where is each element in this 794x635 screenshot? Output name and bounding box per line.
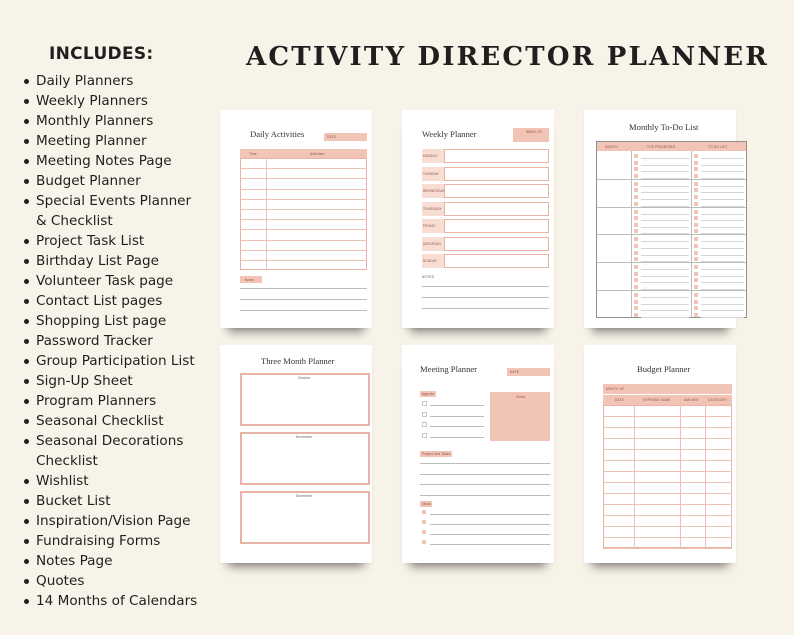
meeting-idea-bullet	[422, 510, 426, 514]
monthly-col-month: MONTH	[605, 145, 618, 149]
monthly-checkbox	[634, 202, 638, 206]
monthly-checkbox	[694, 257, 698, 261]
budget-row	[603, 471, 732, 472]
includes-heading: INCLUDES:	[49, 44, 154, 64]
includes-item: & Checklist	[36, 213, 113, 229]
monthly-checkbox	[694, 202, 698, 206]
weekly-day-label: WEDNESDAY	[423, 189, 446, 193]
monthly-checkbox	[634, 251, 638, 255]
includes-item: 14 Months of Calendars	[22, 591, 222, 611]
monthly-checkbox	[634, 174, 638, 178]
includes-item: Password Tracker	[22, 331, 222, 351]
monthly-checkbox	[694, 237, 698, 241]
monthly-checkbox	[694, 244, 698, 248]
three-month-planner-page	[220, 345, 372, 563]
monthly-line	[641, 310, 689, 311]
monthly-row-divider	[597, 234, 746, 235]
monthly-line	[641, 171, 689, 172]
weekly-day-box	[444, 167, 549, 181]
budget-row	[603, 526, 732, 527]
monthly-line	[701, 269, 744, 270]
budget-row	[603, 482, 732, 483]
three-month-title: Three Month Planner	[261, 356, 335, 366]
weekly-day-label: FRIDAY	[423, 224, 436, 228]
monthly-line	[641, 317, 689, 318]
monthly-line	[701, 255, 744, 256]
weekly-notes-line	[422, 286, 549, 287]
budget-row	[603, 493, 732, 494]
monthly-line	[641, 248, 689, 249]
includes-list	[22, 71, 222, 611]
monthly-checkbox	[634, 278, 638, 282]
includes-item: Seasonal Checklist	[22, 411, 222, 431]
monthly-checkbox	[694, 161, 698, 165]
monthly-checkbox	[694, 216, 698, 220]
monthly-line	[641, 241, 689, 242]
monthly-line	[641, 297, 689, 298]
monthly-line	[641, 220, 689, 221]
monthly-checkbox	[634, 182, 638, 186]
daily-date-label: DATE	[327, 135, 337, 139]
monthly-checkbox	[634, 272, 638, 276]
includes-item: Sign-Up Sheet	[22, 371, 222, 391]
monthly-line	[641, 276, 689, 277]
includes-item: Checklist	[36, 453, 98, 469]
monthly-line	[641, 186, 689, 187]
includes-item: Seasonal Decorations	[22, 431, 222, 451]
monthly-checkbox	[694, 265, 698, 269]
budget-row	[603, 449, 732, 450]
meeting-agenda-line	[430, 416, 484, 417]
monthly-line	[641, 214, 689, 215]
daily-col-activities: Activities	[310, 152, 325, 156]
daily-table-row	[240, 168, 367, 169]
monthly-line	[701, 220, 744, 221]
weekly-notes-label: NOTES	[422, 275, 434, 279]
meeting-agenda-checkbox	[422, 412, 427, 417]
daily-table-row	[240, 229, 367, 230]
monthly-line	[701, 192, 744, 193]
monthly-todo-table	[596, 141, 747, 318]
monthly-line	[641, 227, 689, 228]
daily-notes-line	[240, 310, 367, 311]
includes-item: Meeting Planner	[22, 131, 222, 151]
weekly-notes-line	[422, 297, 549, 298]
monthly-checkbox	[694, 272, 698, 276]
weekly-day-label: SUNDAY	[423, 259, 438, 263]
monthly-row-divider	[597, 179, 746, 180]
monthly-line	[641, 199, 689, 200]
weekly-planner-page	[402, 110, 554, 328]
weekly-day-box	[444, 184, 549, 198]
weekly-day-label: SATURDAY	[423, 241, 442, 246]
weekly-day-box	[444, 254, 549, 268]
meeting-idea-bullet	[422, 540, 426, 544]
monthly-checkbox	[634, 167, 638, 171]
month-label-2: November	[296, 435, 313, 439]
budget-row	[603, 548, 732, 549]
daily-table-frame	[240, 158, 367, 270]
weekly-day-box	[444, 202, 549, 216]
monthly-col-todo: TO DO LIST	[708, 145, 728, 149]
monthly-line	[701, 186, 744, 187]
meeting-agenda-line	[430, 437, 484, 438]
monthly-line	[641, 192, 689, 193]
monthly-checkbox	[694, 313, 698, 317]
daily-table-row	[240, 219, 367, 220]
meeting-idea-line	[430, 544, 550, 545]
daily-table-divider	[266, 158, 267, 270]
monthly-checkbox	[634, 306, 638, 310]
daily-notes-line	[240, 299, 367, 300]
meeting-projects-label: Project and Tasks	[422, 452, 451, 456]
meeting-idea-bullet	[422, 520, 426, 524]
monthly-checkbox	[694, 210, 698, 214]
includes-item: Wishlist	[22, 471, 222, 491]
daily-table-row	[240, 240, 367, 241]
weekly-day-box	[444, 219, 549, 233]
monthly-checkbox	[634, 154, 638, 158]
monthly-line	[641, 255, 689, 256]
monthly-checkbox	[634, 210, 638, 214]
meeting-date-label: DATE	[510, 370, 520, 374]
page-title: ACTIVITY DIRECTOR PLANNER	[246, 42, 770, 72]
includes-item: Budget Planner	[22, 171, 222, 191]
meeting-agenda-checkbox	[422, 422, 427, 427]
monthly-line	[641, 158, 689, 159]
daily-notes-label: Notes	[245, 278, 255, 282]
weekly-title: Weekly Planner	[422, 129, 477, 139]
meeting-idea-line	[430, 534, 550, 535]
monthly-checkbox	[694, 306, 698, 310]
monthly-checkbox	[634, 257, 638, 261]
monthly-checkbox	[694, 285, 698, 289]
monthly-row-divider	[597, 290, 746, 291]
monthly-checkbox	[634, 229, 638, 233]
meeting-idea-bullet	[422, 530, 426, 534]
includes-item: Volunteer Task page	[22, 271, 222, 291]
monthly-line	[641, 165, 689, 166]
daily-table-row	[240, 209, 367, 210]
monthly-checkbox	[694, 229, 698, 233]
monthly-checkbox	[634, 313, 638, 317]
monthly-checkbox	[694, 154, 698, 158]
monthly-checkbox	[634, 244, 638, 248]
monthly-checkbox	[694, 223, 698, 227]
includes-item: Monthly Planners	[22, 111, 222, 131]
monthly-checkbox	[634, 216, 638, 220]
meeting-agenda-checkbox	[422, 433, 427, 438]
weekly-day-label: MONDAY	[423, 154, 438, 158]
monthly-checkbox	[694, 174, 698, 178]
monthly-checkbox	[694, 251, 698, 255]
monthly-checkbox	[634, 188, 638, 192]
includes-item: Daily Planners	[22, 71, 222, 91]
meeting-agenda-line	[430, 405, 484, 406]
meeting-idea-line	[430, 514, 550, 515]
daily-table-row	[240, 178, 367, 179]
daily-table-row	[240, 260, 367, 261]
includes-item: Project Task List	[22, 231, 222, 251]
budget-row	[603, 537, 732, 538]
budget-row	[603, 460, 732, 461]
includes-item: Special Events Planner	[22, 191, 222, 211]
budget-col-category: CATEGORY	[708, 398, 728, 402]
includes-item: Inspiration/Vision Page	[22, 511, 222, 531]
budget-planner-page	[584, 345, 736, 563]
meeting-ideas-label: Ideas	[422, 502, 431, 506]
daily-table-row	[240, 189, 367, 190]
meeting-agenda-checkbox	[422, 401, 427, 406]
monthly-line	[701, 317, 744, 318]
monthly-line	[701, 199, 744, 200]
budget-row	[603, 438, 732, 439]
monthly-checkbox	[694, 182, 698, 186]
daily-title: Daily Activities	[250, 129, 305, 139]
daily-activities-page	[220, 110, 372, 328]
daily-col-time: Time	[249, 152, 257, 156]
monthly-todo-page	[584, 110, 736, 328]
monthly-checkbox	[634, 161, 638, 165]
includes-item: Fundraising Forms	[22, 531, 222, 551]
weekly-day-box	[444, 149, 549, 163]
monthly-line	[701, 165, 744, 166]
budget-col-date: DATE	[615, 398, 625, 402]
includes-item: Group Participation List	[22, 351, 222, 371]
meeting-agenda-line	[430, 426, 484, 427]
monthly-line	[641, 282, 689, 283]
monthly-line	[701, 171, 744, 172]
includes-item: Weekly Planners	[22, 91, 222, 111]
month-box-2	[240, 432, 370, 485]
budget-row	[603, 427, 732, 428]
meeting-planner-page	[402, 345, 554, 563]
weekly-day-label: THURSDAY	[423, 206, 442, 211]
budget-month-label: MONTH OF	[606, 387, 625, 391]
monthly-checkbox	[694, 195, 698, 199]
monthly-line	[641, 269, 689, 270]
monthly-line	[701, 304, 744, 305]
meeting-idea-line	[430, 524, 550, 525]
includes-item: Contact List pages	[22, 291, 222, 311]
meeting-agenda-label: Agenda	[422, 392, 435, 396]
monthly-line	[701, 282, 744, 283]
budget-row	[603, 416, 732, 417]
monthly-line	[701, 248, 744, 249]
monthly-checkbox	[634, 237, 638, 241]
month-box-1	[240, 373, 370, 426]
includes-item: Shopping List page	[22, 311, 222, 331]
monthly-checkbox	[694, 293, 698, 297]
monthly-row-divider	[597, 262, 746, 263]
monthly-checkbox	[634, 285, 638, 289]
daily-table-row	[240, 250, 367, 251]
monthly-line	[701, 310, 744, 311]
month-label-3: December	[296, 494, 313, 498]
monthly-line	[701, 276, 744, 277]
weekly-notes-line	[422, 308, 549, 309]
month-label-1: October	[298, 376, 311, 380]
weekly-day-box	[444, 237, 549, 251]
daily-table-header	[240, 149, 367, 158]
monthly-line	[701, 227, 744, 228]
budget-col-amount: AMOUNT	[684, 398, 700, 402]
meeting-project-line	[420, 463, 550, 464]
monthly-line	[641, 304, 689, 305]
meeting-goals-label: Goals	[516, 395, 526, 399]
meeting-title: Meeting Planner	[420, 364, 478, 374]
meeting-project-line	[420, 484, 550, 485]
includes-item: Program Planners	[22, 391, 222, 411]
monthly-line	[701, 158, 744, 159]
budget-row	[603, 515, 732, 516]
monthly-checkbox	[634, 195, 638, 199]
weekly-day-label: TUESDAY	[423, 171, 440, 176]
includes-item: Meeting Notes Page	[22, 151, 222, 171]
monthly-checkbox	[634, 265, 638, 269]
monthly-checkbox	[694, 188, 698, 192]
monthly-checkbox	[694, 300, 698, 304]
monthly-line	[701, 297, 744, 298]
monthly-checkbox	[634, 223, 638, 227]
monthly-line	[701, 241, 744, 242]
includes-item: Bucket List	[22, 491, 222, 511]
month-box-3	[240, 491, 370, 544]
includes-item: Birthday List Page	[22, 251, 222, 271]
includes-panel	[22, 44, 222, 611]
weekly-week-label: WEEK OF	[526, 130, 543, 134]
meeting-project-line	[420, 474, 550, 475]
monthly-checkbox	[634, 300, 638, 304]
monthly-checkbox	[634, 293, 638, 297]
budget-row	[603, 504, 732, 505]
budget-title: Budget Planner	[637, 364, 691, 374]
monthly-checkbox	[694, 167, 698, 171]
monthly-todo-title: Monthly To-Do List	[629, 122, 699, 132]
monthly-line	[701, 214, 744, 215]
monthly-col-priorities: TOP PRIORITIES	[647, 145, 676, 149]
monthly-row-divider	[597, 207, 746, 208]
monthly-checkbox	[694, 278, 698, 282]
includes-item: Quotes	[22, 571, 222, 591]
daily-notes-line	[240, 288, 367, 289]
includes-item: Notes Page	[22, 551, 222, 571]
budget-col-expense: EXPENSE NAME	[643, 398, 671, 402]
meeting-project-line	[420, 495, 550, 496]
daily-table-row	[240, 199, 367, 200]
meeting-goals-box	[490, 392, 550, 441]
